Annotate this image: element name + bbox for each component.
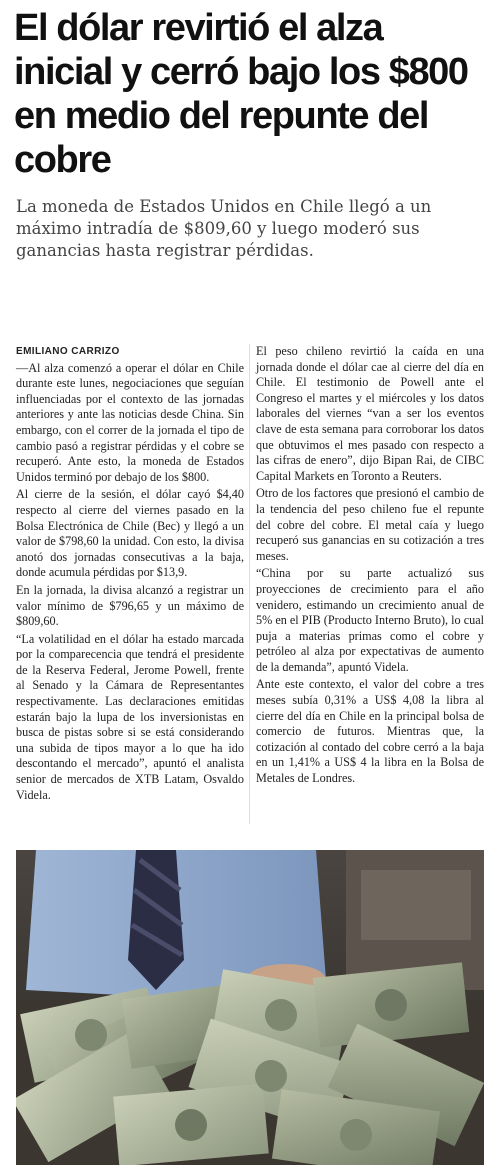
dollar-bills-photo: [16, 850, 484, 1165]
column-divider: [249, 344, 250, 824]
paragraph: Otro de los factores que presionó el cambio de la tendencia del peso chileno fue el repunte del cobre del cobre. El metal caía y luego recuperó sus ganancias en su cotización a tres meses.: [256, 486, 484, 563]
paragraph: El peso chileno revirtió la caída en una jornada donde el dólar cae al cierre del día en Chile. El testimonio de Powell ante el Congreso el martes y el miércoles y los datos laborales del viernes “van a ser los eventos clave de esta semana para corroborar los datos que obtuvimos el mes pasado con respecto a las cifras de enero”, dijo Bipan Rai, de CIBC Capital Markets en Toronto a Reuters.: [256, 344, 484, 483]
column-right: [256, 344, 484, 789]
paragraph: En la jornada, la divisa alcanzó a registrar un valor mínimo de $796,65 y un máximo de $809,60.: [16, 582, 244, 629]
paragraph: Al cierre de la sesión, el dólar cayó $4,40 respecto al cierre del viernes pasado en la Bolsa Electrónica de Chile (Bec) y llegó a un valor de $798,60 la unidad. Con esto, la divisa anotó dos jornadas consecutivas a la baja, donde acumula pérdidas por $13,9.: [16, 487, 244, 580]
paragraph: “La volatilidad en el dólar ha estado marcada por la comparecencia que tendrá el presidente de la Reserva Federal, Jerome Powell, frente al Senado y la Cámara de Representantes respectivamente. Las declaraciones emitidas estarán bajo la lupa de los inversionistas en busca de pistas sobre si se está considerando una subida de tipos mayor a lo que ha ido descontando el mercado”, apuntó el analista senior de mercados de XTB Latam, Osvaldo Videla.: [16, 631, 244, 802]
column-left: [16, 344, 244, 805]
paragraph: “China por su parte actualizó sus proyecciones de crecimiento para el año venidero, estimando un crecimiento anual de 5% en el PIB (Producto Interno Bruto), lo cual puja a materias primas como el cobre y petróleo al alza por expectativas de aumento de la demanda”, apuntó Videla.: [256, 566, 484, 674]
paragraph: Ante este contexto, el valor del cobre a tres meses subía 0,31% a US$ 4,08 la libra al cierre del día en Chile en la principal bolsa de comercio de futuros. Mientras que, la cotización al contado del cobre cerró a la baja en un 1,41% a US$ 4 la libra en la Bolsa de Metales de Londres.: [256, 677, 484, 786]
photo-illustration: [16, 850, 484, 1165]
article-lead: La moneda de Estados Unidos en Chile llegó a un máximo intradía de $809,60 y luego moderó sus ganancias hasta registrar pérdidas.: [16, 197, 432, 260]
article-headline: El dólar revirtió el alza inicial y cerró bajo los $800 en medio del repunte del cobre: [14, 7, 468, 181]
paragraph: —Al alza comenzó a operar el dólar en Chile durante este lunes, negociaciones que seguían influenciadas por el contexto de las jornadas anteriores y ante las noticias desde China. Sin embargo, con el correr de la jornada el tipo de cambio pasó a registrar pérdidas y el cobre se recuperó. Ante esto, la moneda de Estados Unidos terminó por debajo de los $800.: [16, 360, 244, 484]
byline: EMILIANO CARRIZO: [16, 346, 120, 357]
